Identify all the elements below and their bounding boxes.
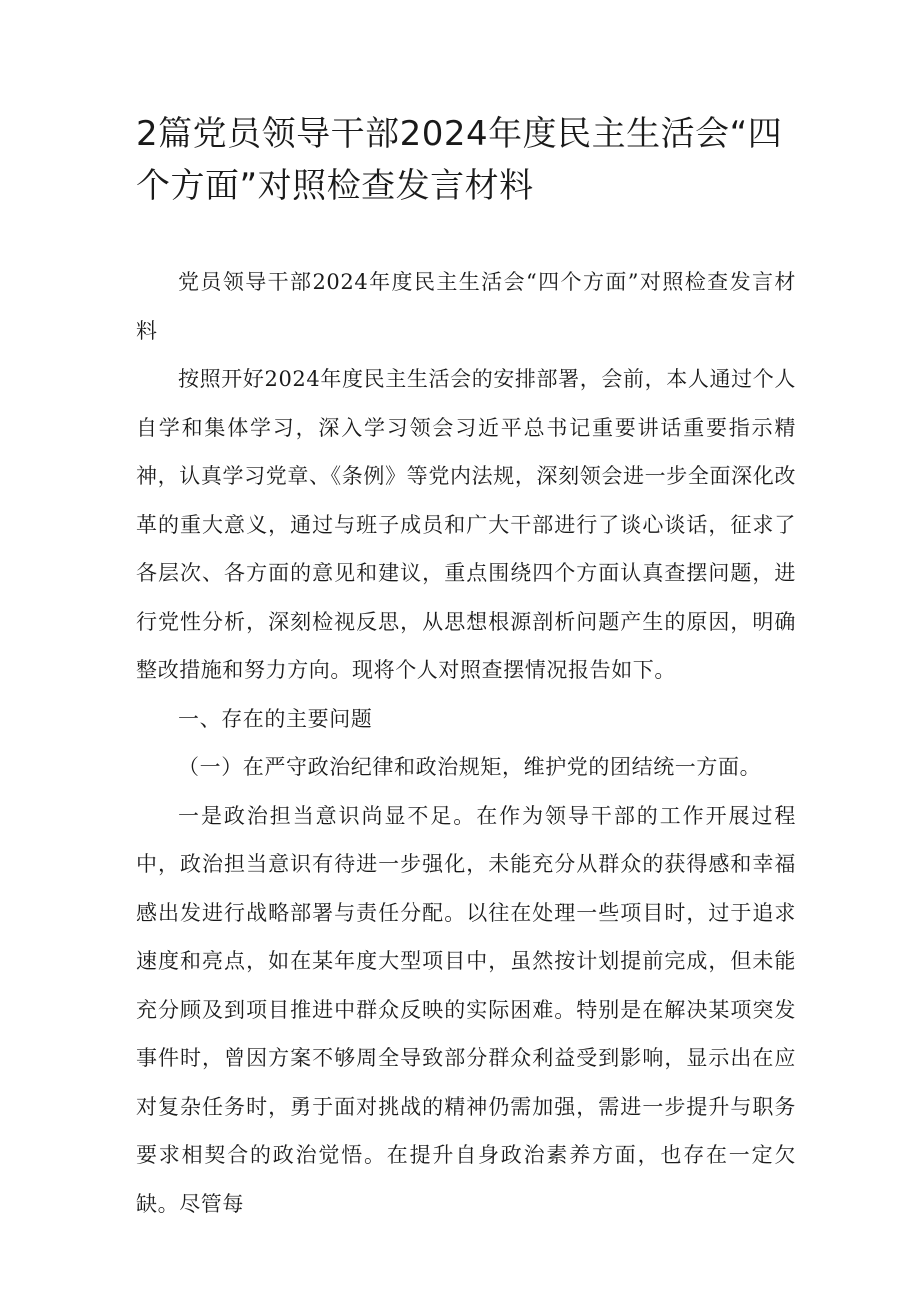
intro-paragraph: 按照开好2024年度民主生活会的安排部署，会前，本人通过个人自学和集体学习，深入学习领会习近平总书记重要讲话重要指示精神，认真学习党章、《条例》等党内法规，深刻领会进一步全面深化改革的重大意义，通过与班子成员和广大干部进行了谈心谈话，征求了各层次、各方面的意见和建议，重点围绕四个方面认真查摆问题，进行党性分析，深刻检视反思，从思想根源剖析问题产生的原因，明确整改措施和努力方向。现将个人对照查摆情况报告如下。 (136, 367, 796, 682)
body-paragraph: 一是政治担当意识尚显不足。在作为领导干部的工作开展过程中，政治担当意识有待进一步强化，未能充分从群众的获得感和幸福感出发进行战略部署与责任分配。以往在处理一些项目时，过于追求速度和亮点，如在某年度大型项目中，虽然按计划提前完成，但未能充分顾及到项目推进中群众反映的实际困难。特别是在解决某项突发事件时，曾因方案不够周全导致部分群众利益受到影响，显示出在应对复杂任务时，勇于面对挑战的精神仍需加强，需进一步提升与职务要求相契合的政治觉悟。在提升自身政治素养方面，也存在一定欠缺。尽管每 (136, 803, 796, 1216)
section-heading: 一、存在的主要问题 (178, 706, 373, 731)
document-title: 2篇党员领导干部2024年度民主生活会“四个方面”对照检查发言材料 (136, 114, 783, 206)
document-body (136, 258, 796, 1228)
subtitle-paragraph: 党员领导干部2024年度民主生活会“四个方面”对照检查发言材料 (136, 270, 796, 343)
subsection-heading: （一）在严守政治纪律和政治规矩，维护党的团结统一方面。 (178, 755, 762, 779)
